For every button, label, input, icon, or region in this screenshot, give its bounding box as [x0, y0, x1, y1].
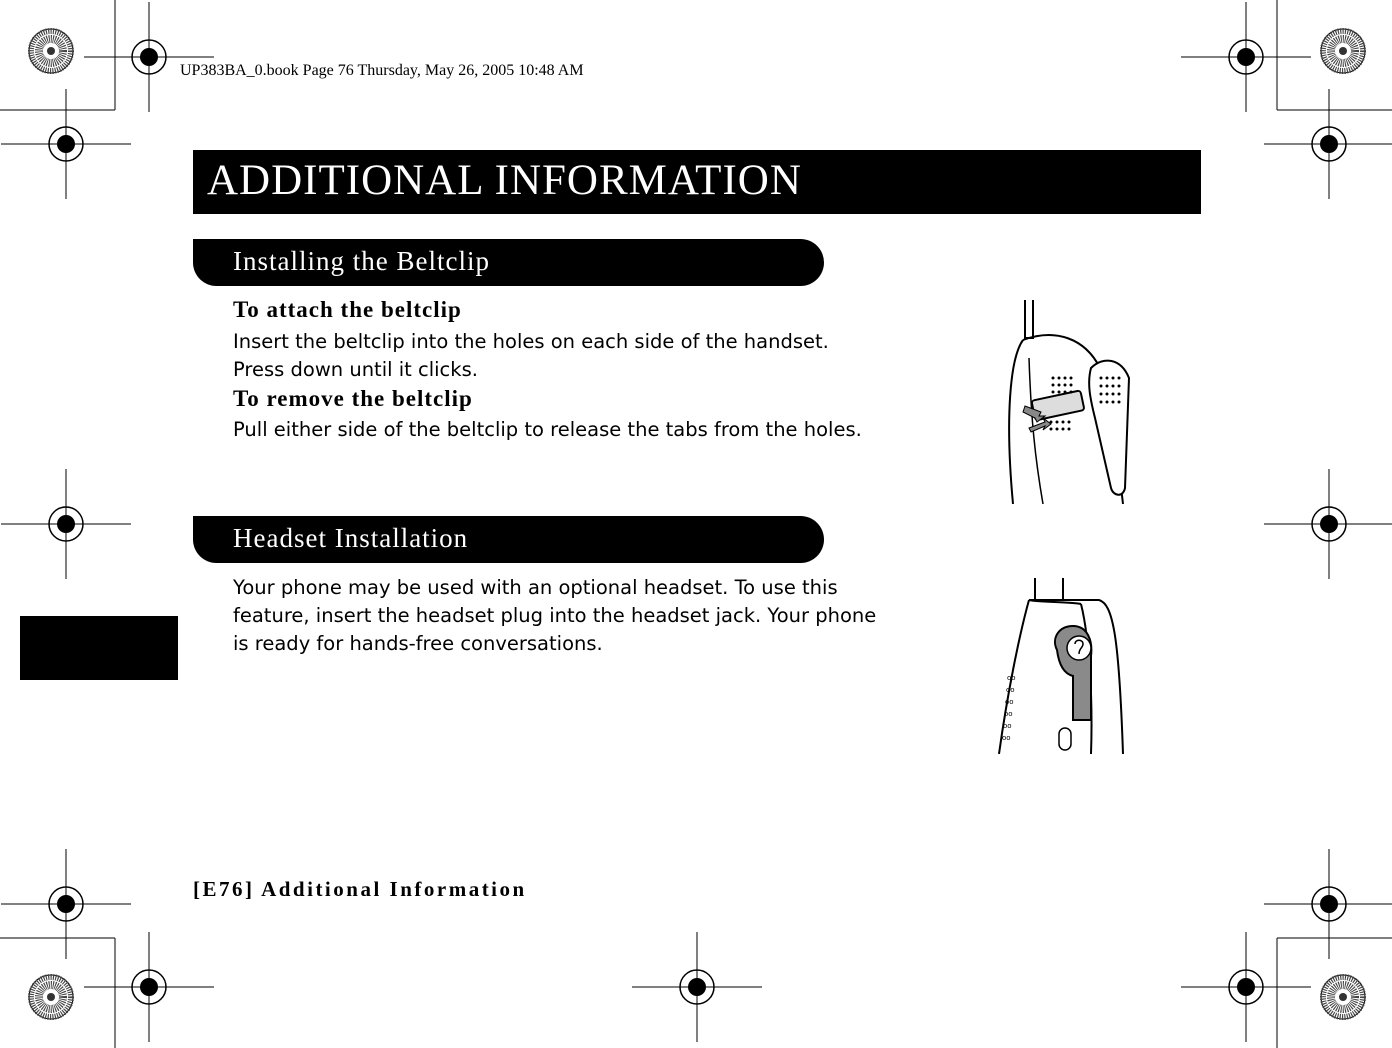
attach-line: Insert the beltclip into the holes on each side of the handset.: [233, 330, 829, 353]
book-header: UP383BA_0.book Page 76 Thursday, May 26, 2005 10:48 AM: [180, 62, 584, 79]
starburst-icon: [29, 975, 73, 1019]
starburst-icon: [29, 29, 73, 73]
beltclip-heading: Installing the Beltclip: [233, 246, 490, 276]
remove-line: Pull either side of the beltclip to release the tabs from the holes.: [233, 418, 862, 441]
beltclip-illustration: [995, 298, 1145, 504]
registration-mark-icon: [1, 469, 131, 579]
attach-line: Press down until it clicks.: [233, 358, 478, 381]
registration-mark-icon: [1, 89, 131, 199]
remove-title: To remove the beltclip: [233, 386, 473, 411]
svg-text:oo: oo: [1003, 722, 1012, 730]
registration-mark-icon: [84, 932, 214, 1042]
headset-line: Your phone may be used with an optional headset. To use this: [233, 576, 838, 599]
registration-mark-icon: [1, 849, 131, 959]
chapter-side-tab: [20, 616, 178, 680]
headset-heading: Headset Installation: [233, 523, 469, 553]
svg-text:oo: oo: [1002, 734, 1011, 742]
registration-mark-icon: [632, 932, 762, 1042]
registration-mark-icon: [1264, 89, 1392, 199]
headset-jack-illustration: [995, 576, 1130, 754]
section-title-bar: [193, 150, 1201, 214]
starburst-icon: [1321, 975, 1365, 1019]
svg-text:oo: oo: [1007, 674, 1016, 682]
registration-mark-icon: [84, 2, 214, 112]
registration-mark-icon: [1264, 849, 1392, 959]
registration-mark-icon: [1181, 932, 1311, 1042]
svg-text:oo: oo: [1004, 710, 1013, 718]
page-footer: [E76] Additional Information: [193, 877, 527, 901]
headset-line: is ready for hands-free conversations.: [233, 632, 603, 655]
registration-mark-icon: [1264, 469, 1392, 579]
svg-text:oo: oo: [1006, 686, 1015, 694]
headset-line: feature, insert the headset plug into the headset jack. Your phone: [233, 604, 877, 627]
beltclip-heading-bar: [193, 239, 824, 286]
svg-text:oo: oo: [1005, 698, 1014, 706]
starburst-icon: [1321, 29, 1365, 73]
registration-mark-icon: [1181, 2, 1311, 112]
section-title: ADDITIONAL INFORMATION: [207, 157, 802, 204]
headset-heading-bar: [193, 516, 824, 563]
attach-title: To attach the beltclip: [233, 297, 462, 322]
